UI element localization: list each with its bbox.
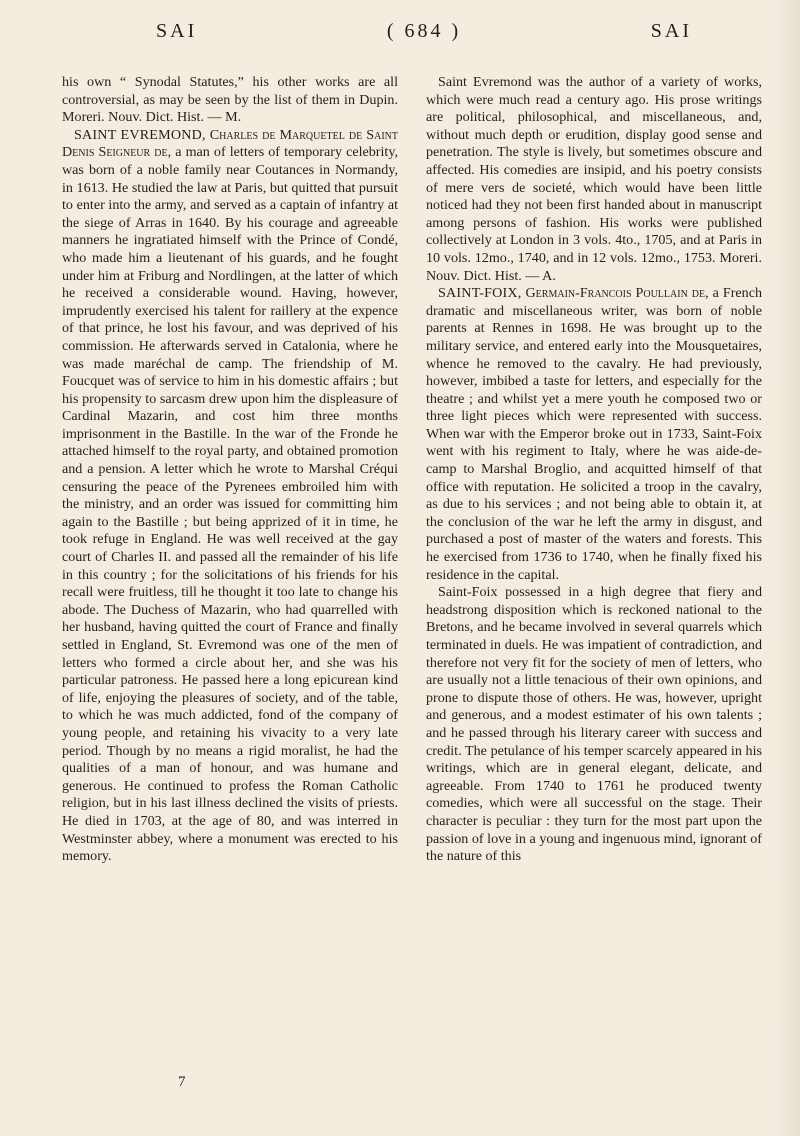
page-edge-shadow bbox=[772, 0, 800, 1136]
entry-body: a man of letters of temporary celebrity, was born of a noble family near Coutances in Normandy, in 1613. He studied the law at Paris, but quitted that pursuit to enter into the army, and served as a captain of infantry at the siege of Arras in 1640. By his courage and agreeable manners he ingratiated himself with the Prince of Condé, who made him a lieutenant of his guards, and he fought under him at Friburg and Nordlingen, at the latter of which he received a considerable wound. Having, however, imprudently exercised his talent for raillery at the expence of that prince, he lost his favour, and was deprived of his commission. He afterwards served in Catalonia, where he was made maréchal de camp. The friendship of M. Foucquet was of service to him in his domestic affairs ; but his propensity to sarcasm drew upon him the displeasure of Cardinal Mazarin, and cost him three months imprisonment in the Bastille. In the war of the Fronde he attached himself to the royal party, and obtained promotion and a pension. A letter which he wrote to Marshal Créqui censuring the peace of the Pyrenees embroiled him with the ministry, and an order was issued for committing him again to the Bastille ; but being apprized of it in time, he took refuge in England. He was well received at the gay court of Charles II. and passed all the remainder of his life in this country ; for the solicitations of his friends for his recall were fruitless, till he thought it too late to change his abode. The Duchess of Mazarin, who had quarrelled with her husband, having quitted the court of France and finally settled in England, St. Evremond was one of the men of letters who formed a circle about her, and she was his particular patroness. He passed here a long epicurean kind of life, enjoying the pleasures of society, and of the table, to which he was much addicted, fond of the company of young people, and retaining his vivacity to a very late period. Though by no means a rigid moralist, he had the qualities of a man of honour, and was humane and generous. He continued to profess the Roman Catholic religion, but in his last illness declined the visits of priests. He died in 1703, at the age of 80, and was interred in Westminster abbey, where a monument was erected to his memory. bbox=[62, 144, 398, 865]
header-left: SAI bbox=[156, 20, 198, 42]
running-header bbox=[96, 20, 752, 48]
entry-name: SAINT EVREMOND, bbox=[74, 126, 206, 143]
header-right: SAI bbox=[650, 20, 692, 42]
left-paragraph-1: his own “ Synodal Statutes,” his other works are all controversial, as may be seen by the list of them in Dupin. Moreri. Nouv. Dict. Hist. — M. bbox=[62, 74, 398, 126]
entry-body: a French dramatic and miscellaneous writer, was born of noble parents at Rennes in 1698. He was brought up to the military service, and entered early into the Mousquetaires, whence he removed to the cavalry. He had previously, however, imbibed a taste for letters, and especially for the theatre ; and whilst yet a mere youth he composed two or three light pieces which were represented with success. When war with the Emperor broke out in 1733, Saint-Foix went with his regiment to Italy, where he was aide-de-camp to Marshal Broglio, and acquitted himself of that office with reputation. He solicited a troop in the cavalry, as due to his services ; and not being able to obtain it, at the conclusion of the war he left the army in disgust, and purchased a post of master of the waters and forests. This he exercised from 1736 to 1740, when he finally fixed his residence in the capital. bbox=[426, 285, 762, 583]
page-number: ( 684 ) bbox=[386, 20, 462, 42]
entry-title: Charles de Marquetel de Saint Denis Seigneur de, bbox=[62, 126, 398, 161]
right-paragraph-3: Saint-Foix possessed in a high degree that fiery and headstrong disposition which is reckoned national to the Bretons, and he became involved in several quarrels which terminated in duels. He was impatient of contradiction, and therefore not very fit for the society of men of letters, who are usually not a little tenacious of their own opinions, and prone to dispute those of others. He was, however, upright and generous, and a modest estimater of his own talents ; and he passed through his literary career with success and credit. The petulance of his temper scarcely appeared in his writings, which are in general elegant, delicate, and agreeable. From 1740 to 1761 he produced twenty comedies, which were all successful on the stage. Their character is peculiar : they turn for the most part upon the passion of love in a young and ingenuous mind, ignorant of the nature of this bbox=[426, 584, 762, 865]
entry-saint-foix bbox=[426, 285, 762, 584]
right-paragraph-1: Saint Evremond was the author of a variety of works, which were much read a century ago. His prose writings are political, philosophical, and miscellaneous, and, without much depth or erudition, display good sense and penetration. The style is lively, but sometimes obscure and affected. His comedies are insipid, and his poetry consists of mere vers de societé, which would have been little noticed had they not been first handed about in manuscript among persons of fashion. His works were published collectively at London in 3 vols. 4to., 1705, and at Paris in 10 vols. 12mo., 1740, and in 12 vols. 12mo., 1753. Moreri. Nouv. Dict. Hist. — A. bbox=[426, 74, 762, 284]
entry-name: SAINT-FOIX, bbox=[438, 285, 522, 302]
entry-saint-evremond bbox=[62, 127, 398, 866]
left-column bbox=[62, 74, 398, 866]
right-column bbox=[426, 74, 762, 866]
entry-title: Germain-Francois Poullain de, bbox=[525, 285, 709, 302]
signature-mark: 7 bbox=[178, 1074, 186, 1090]
